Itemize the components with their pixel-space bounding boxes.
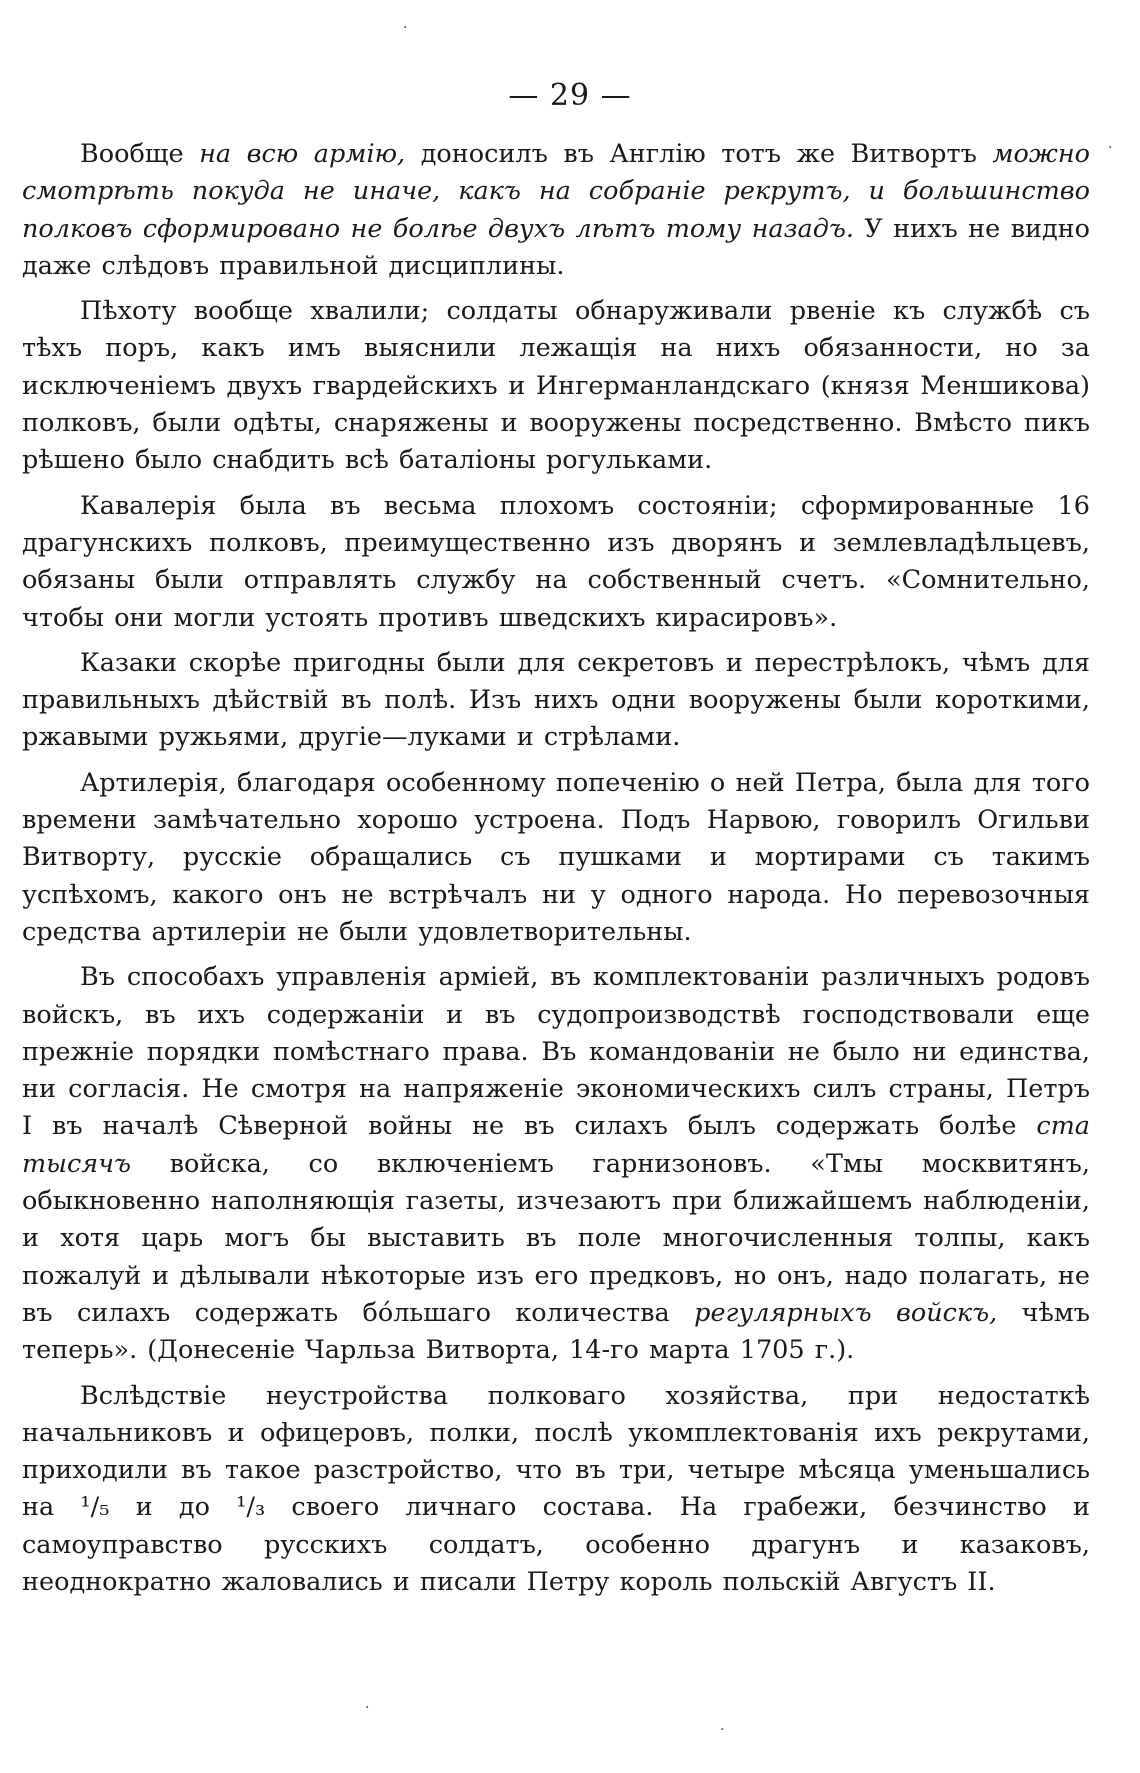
italic-text-run: регулярныхъ войскъ, [694, 1297, 998, 1328]
paragraph [22, 959, 1090, 1369]
text-run: Вообще [80, 139, 200, 169]
text-body [22, 136, 1090, 1601]
text-run: У нихъ не видно даже слѣдовъ правильной дисциплины. [22, 213, 1091, 281]
text-run: Пѣхоту вообще хвалили; солдаты обнаруживали рвеніе къ службѣ съ тѣхъ поръ, какъ имъ выяснили лежащія на нихъ обязанности, но за исключеніемъ двухъ гвардейскихъ и Ингерманландскаго (князя Меншикова) полковъ, были одѣты, снаряжены и вооружены посредственно. Вмѣсто пикъ рѣшено было снабдить всѣ баталіоны рогульками. [22, 296, 1090, 476]
text-run: войска, со включеніемъ гарнизоновъ. «Тмы москвитянъ, обыкновенно наполняющія газеты, изчезаютъ при ближайшемъ наблюденіи, и хотя царь могъ бы выставить въ поле многочисленныя толпы, какъ пожалуй и дѣлывали нѣкоторые изъ его предковъ, но онъ, надо полагать, не въ силахъ содержать бо́льшаго количества [22, 1148, 1090, 1328]
text-run: чѣмъ теперь». (Донесеніе Чарльза Витворта, 14-го марта 1705 г.). [22, 1297, 1090, 1366]
print-speck: · [1108, 140, 1113, 156]
paragraph [22, 293, 1090, 479]
paragraph [22, 136, 1090, 285]
text-run: Артилерія, благодаря особенному попеченію о ней Петра, была для того времени замѣчательно хорошо устроена. Подъ Нарвою, говорилъ Огильви Витворту, русскіе обращались съ пушками и мортирами съ такимъ успѣхомъ, какого онъ не встрѣчалъ ни у одного народа. Но перевозочныя средства артилеріи не были удовлетворительны. [22, 767, 1090, 947]
text-run: Казаки скорѣе пригодны были для секретовъ и перестрѣлокъ, чѣмъ для правильныхъ дѣйствій въ полѣ. Изъ нихъ одни вооружены были короткими, ржавыми ружьями, другіе—луками и стрѣлами. [22, 647, 1090, 753]
print-speck: · [403, 20, 408, 36]
italic-text-run: ста тысячъ [22, 1111, 1090, 1179]
text-run: Въ способахъ управленія арміей, въ комплектованіи различныхъ родовъ войскъ, въ ихъ содержаніи и въ судопроизводствѣ господствовали еще прежніе порядки помѣстнаго права. Въ командованіи не было ни единства, ни согласія. Не смотря на напряженіе экономическихъ силъ страны, Петръ I въ началѣ Сѣверной войны не въ силахъ былъ содержать болѣе [22, 962, 1090, 1142]
italic-text-run: на всю армію, [199, 139, 406, 169]
paragraph [22, 1378, 1090, 1602]
print-speck: · [720, 1722, 725, 1738]
text-run: доносилъ въ Англію тотъ же Витвортъ [405, 139, 993, 169]
italic-text-run: можно смотрѣть покуда не иначе, какъ на собраніе рекрутъ, и большинство полковъ сформировано не болѣе двухъ лѣтъ тому назадъ. [22, 139, 1090, 244]
print-speck: · [365, 1700, 370, 1716]
page-number: — 29 — [508, 78, 632, 113]
text-run: Вслѣдствіе неустройства полковаго хозяйства, при недостаткѣ начальниковъ и офицеровъ, полки, послѣ укомплектованія ихъ рекрутами, приходили въ такое разстройство, что въ три, четыре мѣсяца уменьшались на ¹/₅ и до ¹/₃ своего личнаго состава. На грабежи, безчинство и самоуправство русскихъ солдатъ, особенно драгунъ и казаковъ, неоднократно жаловались и писали Петру король польскій Августъ II. [22, 1380, 1090, 1597]
paragraph [22, 765, 1090, 951]
paragraph [22, 645, 1090, 757]
text-run: Кавалерія была въ весьма плохомъ состояніи; сформированные 16 драгунскихъ полковъ, преимущественно изъ дворянъ и землевладѣльцевъ, обязаны были отправлять службу на собственный счетъ. «Сомнительно, чтобы они могли устоять противъ шведскихъ кирасировъ». [22, 490, 1090, 633]
paragraph [22, 488, 1090, 637]
